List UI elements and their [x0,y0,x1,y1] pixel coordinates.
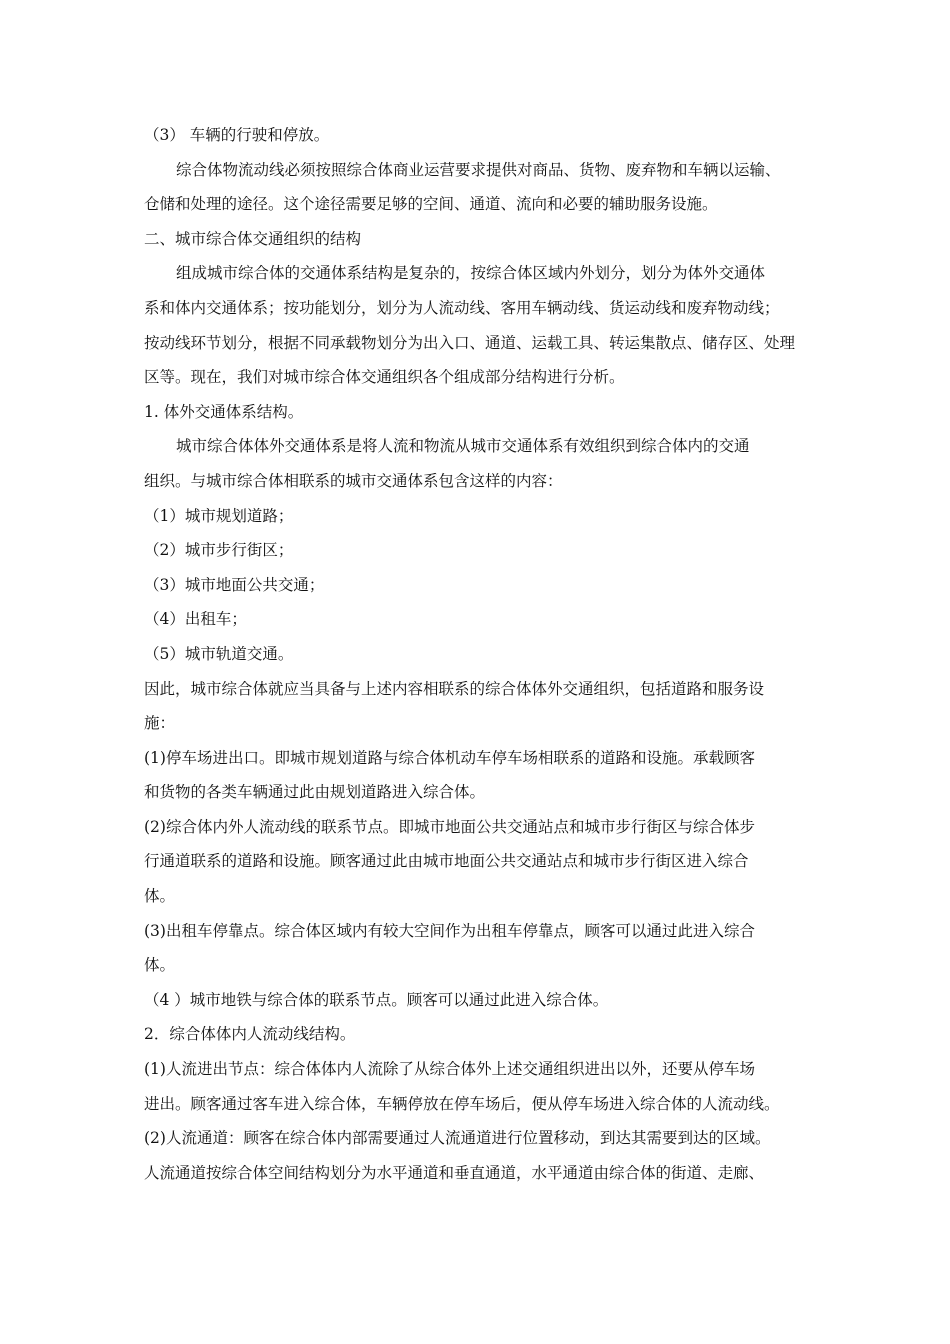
paragraph-therefore-line: 施： [144,714,176,733]
list-item-pedestrian-node: 体。 [144,887,176,906]
paragraph-structure-line: 按动线环节划分，根据不同承载物划分为出入口、通道、运载工具、转运集散点、储存区、处理 [144,333,796,352]
document-body [144,118,834,1190]
list-item-taxi-stop: 体。 [144,956,176,975]
list-item-pedestrian-node: (2)综合体内外人流动线的联系节点。即城市地面公共交通站点和城市步行街区与综合体步 [144,817,755,836]
list-item-vehicle-parking: （3） 车辆的行驶和停放。 [144,126,330,144]
paragraph-structure-line: 区等。现在，我们对城市综合体交通组织各个组成部分结构进行分析。 [144,368,625,387]
paragraph-structure-line: 组成城市综合体的交通体系结构是复杂的，按综合体区域内外划分，划分为体外交通体 [176,264,766,283]
paragraph-logistics-line: 仓储和处理的途径。这个途径需要足够的空间、通道、流向和必要的辅助服务设施。 [144,195,718,214]
paragraph-structure-line: 系和体内交通体系；按功能划分，划分为人流动线、客用车辆动线、货运动线和废弃物动线； [144,298,780,317]
paragraph-logistics-line: 综合体物流动线必须按照综合体商业运营要求提供对商品、货物、废弃物和车辆以运输、 [176,160,781,179]
list-item-pedestrian-node: 行通道联系的道路和设施。顾客通过此由城市地面公共交通站点和城市步行街区进入综合 [144,852,749,871]
list-item: （1）城市规划道路； [144,506,294,525]
list-item-entry-node: (1)人流进出节点：综合体体内人流除了从综合体外上述交通组织进出以外，还要从停车场 [144,1060,755,1079]
list-item-passage: 人流通道按综合体空间结构划分为水平通道和垂直通道，水平通道由综合体的街道、走廊、 [144,1163,765,1182]
list-item: （3）城市地面公共交通； [144,575,325,594]
list-item-taxi-stop: (3)出租车停靠点。综合体区域内有较大空间作为出租车停靠点，顾客可以通过此进入综合 [144,921,755,940]
paragraph-external-line: 组织。与城市综合体相联系的城市交通体系包含这样的内容： [144,471,563,490]
section-heading: 二、城市综合体交通组织的结构 [144,229,362,248]
list-item-metro-node: （4 ）城市地铁与综合体的联系节点。顾客可以通过此进入综合体。 [144,990,609,1009]
paragraph-external-line: 城市综合体体外交通体系是将人流和物流从城市交通体系有效组织到综合体内的交通 [176,437,750,456]
paragraph-therefore-line: 因此，城市综合体就应当具备与上述内容相联系的综合体体外交通组织，包括道路和服务设 [144,679,765,698]
list-item: （4）出租车； [144,610,247,629]
list-item: （5）城市轨道交通。 [144,644,294,663]
list-item-entry-node: 进出。顾客通过客车进入综合体，车辆停放在停车场后，便从停车场进入综合体的人流动线。 [144,1094,780,1113]
list-item-passage: (2)人流通道：顾客在综合体内部需要通过人流通道进行位置移动，到达其需要到达的区域。 [144,1129,771,1148]
subsection-heading-internal: 2．综合体体内人流动线结构。 [144,1025,356,1044]
list-item: （2）城市步行街区； [144,541,294,560]
subsection-heading-external: 1. 体外交通体系结构。 [144,402,304,421]
list-item-parking-entrance: (1)停车场进出口。即城市规划道路与综合体机动车停车场相联系的道路和设施。承载顾客 [144,748,755,767]
list-item-parking-entrance: 和货物的各类车辆通过此由规划道路进入综合体。 [144,783,486,802]
